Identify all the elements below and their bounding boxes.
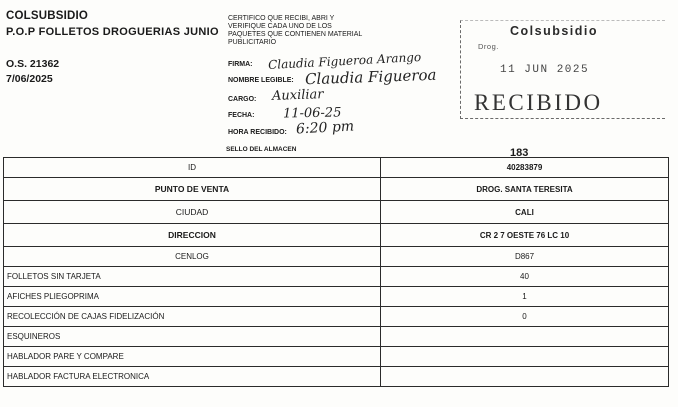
stamp-status: RECIBIDO xyxy=(474,90,603,115)
row-value xyxy=(381,367,669,387)
table-row xyxy=(4,201,669,224)
stamp-date: 11 JUN 2025 xyxy=(500,64,590,76)
table-row xyxy=(4,347,669,367)
table-row xyxy=(4,367,669,387)
hora-value: 6:20 pm xyxy=(295,118,355,138)
table-row xyxy=(4,224,669,247)
stamp-brand: Colsubsidio xyxy=(510,24,599,38)
row-label: CIUDAD xyxy=(4,201,381,224)
cargo-label: CARGO: xyxy=(228,96,257,103)
table-row xyxy=(4,178,669,201)
firma-label: FIRMA: xyxy=(228,61,253,68)
row-label: FOLLETOS SIN TARJETA xyxy=(4,267,381,287)
table-row xyxy=(4,158,669,178)
row-value: 40283879 xyxy=(381,158,669,178)
row-label: CENLOG xyxy=(4,247,381,267)
row-label: AFICHES PLIEGOPRIMA xyxy=(4,287,381,307)
table-row xyxy=(4,327,669,347)
nombre-value: Claudia Figueroa xyxy=(304,65,437,89)
row-value: CR 2 7 OESTE 76 LC 10 xyxy=(381,224,669,247)
cargo-value: Auxiliar xyxy=(271,87,324,104)
table-row xyxy=(4,287,669,307)
row-label: HABLADOR FACTURA ELECTRONICA xyxy=(4,367,381,387)
row-label: ID xyxy=(4,158,381,178)
row-label: HABLADOR PARE Y COMPARE xyxy=(4,347,381,367)
row-value: CALI xyxy=(381,201,669,224)
document-title: COLSUBSIDIO xyxy=(6,10,89,22)
hora-label: HORA RECIBIDO: xyxy=(228,129,287,136)
document-date: 7/06/2025 xyxy=(6,73,53,85)
sello-label: SELLO DEL ALMACEN xyxy=(226,146,297,153)
fecha-label: FECHA: xyxy=(228,112,255,119)
row-value: 1 xyxy=(381,287,669,307)
row-value: 0 xyxy=(381,307,669,327)
record-number: 183 xyxy=(510,147,529,159)
fecha-value: 11-06-25 xyxy=(282,105,342,122)
delivery-table xyxy=(3,157,669,387)
row-value: DROG. SANTA TERESITA xyxy=(381,178,669,201)
row-label: RECOLECCIÓN DE CAJAS FIDELIZACIÓN xyxy=(4,307,381,327)
row-label: DIRECCION xyxy=(4,224,381,247)
stamp-drogueria: Drog. xyxy=(478,42,499,51)
row-value xyxy=(381,327,669,347)
table-row xyxy=(4,307,669,327)
row-label: PUNTO DE VENTA xyxy=(4,178,381,201)
row-label: ESQUINEROS xyxy=(4,327,381,347)
row-value: 40 xyxy=(381,267,669,287)
nombre-label: NOMBRE LEGIBLE: xyxy=(228,77,294,84)
document-subtitle: P.O.P FOLLETOS DROGUERIAS JUNIO xyxy=(6,26,219,38)
order-number: O.S. 21362 xyxy=(6,58,60,70)
table-row xyxy=(4,267,669,287)
row-value: D867 xyxy=(381,247,669,267)
row-value xyxy=(381,347,669,367)
firma-signature: Claudia Figueroa Arango xyxy=(267,50,422,72)
certification-text: CERTIFICO QUE RECIBI, ABRI Y VERIFIQUE CADA UNO DE LOS PAQUETES QUE CONTIENEN MATERIAL PUBLICITARIO xyxy=(228,15,363,46)
table-row xyxy=(4,247,669,267)
